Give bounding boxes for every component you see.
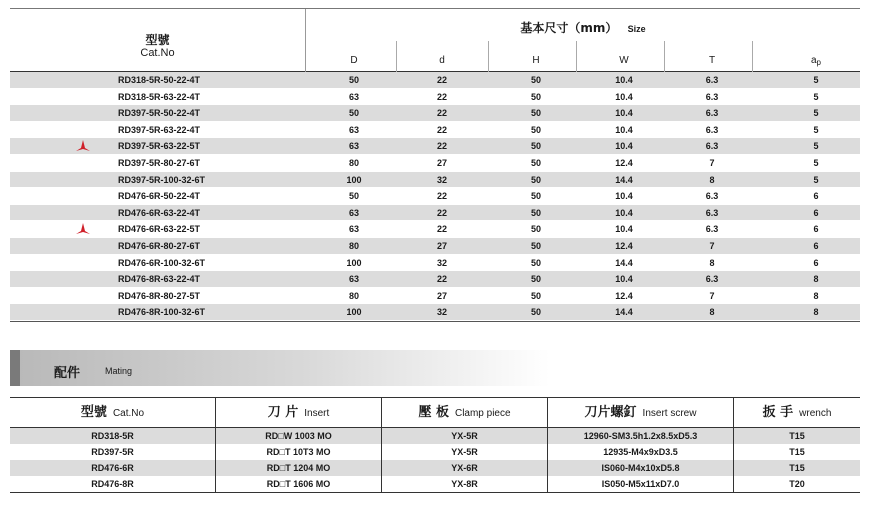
mating-cell-cat: RD476-8R [10,476,216,492]
cell-H: 50 [530,141,541,152]
cell-ap: 8 [813,274,819,285]
mating-cell-insert: RD□T 1204 MO [216,460,382,476]
mating-header-3 [548,398,734,427]
cell-T: 7 [709,290,715,301]
cell-D: 63 [348,274,359,285]
table-row [10,122,860,139]
mating-cell-cat: RD397-5R [10,444,216,460]
mating-cell-screw: 12960-SM3.5h1.2x8.5xD5.3 [548,428,734,444]
cell-H: 50 [530,191,541,202]
cat-no-cell: RD476-6R-63-22-5T [118,224,201,235]
mating-header-4 [734,398,860,427]
cell-T: 7 [709,157,715,168]
col-header-ap [786,55,846,67]
cell-D: 63 [348,91,359,102]
cell-W: 10.4 [615,191,633,202]
cell-W: 12.4 [615,290,633,301]
cell-d: 22 [436,91,447,102]
mating-table [10,397,860,493]
mating-cell-insert: RD□T 1606 MO [216,476,382,492]
cell-H: 50 [530,274,541,285]
cell-T: 6.3 [705,124,719,135]
cell-ap: 8 [813,290,819,301]
cell-T: 6.3 [705,108,719,119]
cat-no-cell: RD397-5R-63-22-5T [118,141,201,152]
column-divider [576,41,577,72]
table-row [10,288,860,305]
cell-d: 22 [436,108,447,119]
cell-D: 50 [348,75,359,85]
catno-header-en: Cat.No [140,47,175,59]
column-divider [488,41,489,72]
col-header-H: H [532,55,540,66]
cell-ap: 5 [813,157,819,168]
cell-d: 27 [436,290,447,301]
catno-header [10,9,306,72]
col-header-T: T [708,55,716,66]
cell-W: 14.4 [615,307,633,318]
cat-no-cell: RD397-5R-50-22-4T [118,108,201,119]
cell-T: 8 [709,257,715,268]
cell-H: 50 [530,240,541,251]
cell-D: 80 [348,157,359,168]
cell-H: 50 [530,257,541,268]
mating-header-en: Insert [304,408,330,419]
cell-d: 22 [436,224,447,235]
mating-cell-insert: RD□T 10T3 MO [216,444,382,460]
cell-ap: 5 [813,75,819,85]
mating-header-en: Insert screw [642,408,697,419]
cell-D: 100 [346,307,362,318]
cell-H: 50 [530,207,541,218]
cell-D: 63 [348,207,359,218]
catno-header-zh: 型號 [145,33,170,47]
column-divider [396,41,397,72]
cat-no-cell: RD318-5R-50-22-4T [118,75,201,85]
cell-ap: 5 [813,174,819,185]
mating-cell-clamp: YX-5R [382,444,548,460]
cell-T: 6.3 [705,75,719,85]
size-title-en: Size [627,24,646,34]
col-header-ap-main: a [810,55,817,66]
cat-no-cell: RD397-5R-80-27-6T [118,157,201,168]
cell-W: 10.4 [615,91,633,102]
table-row [10,221,860,238]
cell-D: 63 [348,141,359,152]
cell-T: 6.3 [705,191,719,202]
mating-header-en: Clamp piece [454,408,511,419]
mating-header-2 [382,398,548,427]
cell-D: 63 [348,124,359,135]
table-row [10,255,860,272]
cell-T: 6.3 [705,141,719,152]
column-divider [752,41,753,72]
size-table-body [10,72,860,322]
mating-header-zh: 刀片螺釘 [584,405,637,420]
mating-cell-cat: RD476-6R [10,460,216,476]
col-header-d: d [439,55,445,66]
mating-header-1 [216,398,382,427]
cell-d: 27 [436,157,447,168]
cell-W: 10.4 [615,224,633,235]
cell-T: 6.3 [705,224,719,235]
cell-d: 22 [436,141,447,152]
cell-H: 50 [530,157,541,168]
cat-no-cell: RD476-6R-100-32-6T [118,257,206,268]
cell-H: 50 [530,108,541,119]
table-row [10,155,860,172]
table-row [10,188,860,205]
cell-ap: 6 [813,191,819,202]
size-title [306,19,860,36]
mating-header-zh: 扳 手 [762,405,794,420]
mating-table-body [10,428,860,492]
mating-cell-wrench: T15 [789,447,805,457]
cell-H: 50 [530,224,541,235]
table-row [10,72,860,89]
col-header-D: D [350,55,358,66]
cell-H: 50 [530,290,541,301]
cell-H: 50 [530,124,541,135]
mating-cell-wrench: T20 [789,479,805,489]
table-row [10,304,860,321]
table-row [10,138,860,155]
mating-cell-clamp: YX-6R [382,460,548,476]
col-header-ap-sub: p [816,58,821,67]
cell-D: 80 [348,290,359,301]
cell-T: 8 [709,174,715,185]
column-divider [664,41,665,72]
cell-H: 50 [530,75,541,85]
cell-W: 10.4 [615,207,633,218]
mating-title-en: Mating [105,366,133,376]
mating-header-zh: 壓 板 [418,405,449,420]
cat-no-cell: RD476-6R-50-22-4T [118,191,201,202]
cell-W: 14.4 [615,257,633,268]
cell-W: 10.4 [615,75,633,85]
cell-T: 8 [709,307,715,318]
cat-no-cell: RD397-5R-100-32-6T [118,174,206,185]
table-row [10,205,860,222]
col-header-W: W [619,55,629,66]
cell-T: 6.3 [705,207,719,218]
cell-W: 10.4 [615,274,633,285]
cat-no-cell: RD476-8R-80-27-5T [118,290,201,301]
table-row [10,271,860,288]
mating-cell-screw: IS050-M5x11xD7.0 [548,476,734,492]
cat-no-cell: RD476-6R-63-22-4T [118,207,201,218]
cell-d: 22 [436,191,447,202]
table-row [10,89,860,106]
size-title-zh: 基本尺寸（mm） [520,21,618,35]
cell-W: 14.4 [615,174,633,185]
banner-tab [10,350,20,386]
mating-cell-clamp: YX-8R [382,476,548,492]
mating-header-en: Cat.No [112,408,145,419]
cell-W: 10.4 [615,108,633,119]
table-row [10,172,860,189]
cell-D: 63 [348,224,359,235]
cell-ap: 8 [813,307,819,318]
cell-ap: 5 [813,91,819,102]
cat-no-cell: RD476-8R-63-22-4T [118,274,201,285]
cell-H: 50 [530,174,541,185]
cell-d: 32 [436,174,447,185]
mating-cell-insert: RD□W 1003 MO [216,428,382,444]
cell-d: 22 [436,124,447,135]
cell-H: 50 [530,91,541,102]
cell-ap: 6 [813,207,819,218]
cell-W: 12.4 [615,240,633,251]
mating-cell-screw: 12935-M4x9xD3.5 [548,444,734,460]
cell-D: 50 [348,108,359,119]
cell-T: 6.3 [705,91,719,102]
cell-ap: 6 [813,257,819,268]
cell-D: 100 [346,174,362,185]
size-table-header [10,8,860,72]
cell-d: 22 [436,274,447,285]
cell-ap: 5 [813,141,819,152]
cell-ap: 6 [813,224,819,235]
mating-table-header [10,398,860,428]
cell-d: 22 [436,207,447,218]
table-row [10,460,860,476]
table-row [10,428,860,444]
cat-no-cell: RD476-8R-100-32-6T [118,307,206,318]
cell-D: 50 [348,191,359,202]
mating-cell-wrench: T15 [789,431,805,441]
table-row [10,476,860,492]
cell-D: 100 [346,257,362,268]
size-table [10,8,860,322]
cell-T: 7 [709,240,715,251]
cell-d: 22 [436,75,447,85]
cell-W: 10.4 [615,141,633,152]
mating-header-0 [10,398,216,427]
cell-d: 32 [436,307,447,318]
cell-D: 80 [348,240,359,251]
cell-ap: 5 [813,108,819,119]
table-row [10,444,860,460]
cell-H: 50 [530,307,541,318]
cell-T: 6.3 [705,274,719,285]
mating-header-zh: 刀 片 [267,405,299,420]
cat-no-cell: RD318-5R-63-22-4T [118,91,201,102]
mating-cell-cat: RD318-5R [10,428,216,444]
mating-title-zh: 配件 [54,366,81,381]
mating-cell-clamp: YX-5R [382,428,548,444]
mating-header-zh: 型號 [80,405,107,420]
cell-d: 32 [436,257,447,268]
cell-d: 27 [436,240,447,251]
table-row [10,105,860,122]
cell-W: 12.4 [615,157,633,168]
cell-ap: 5 [813,124,819,135]
mating-cell-screw: IS060-M4x10xD5.8 [548,460,734,476]
table-row [10,238,860,255]
mating-header-en: wrench [799,408,832,419]
cell-ap: 6 [813,240,819,251]
cat-no-cell: RD476-6R-80-27-6T [118,240,201,251]
cell-W: 10.4 [615,124,633,135]
mating-section-banner [10,350,550,386]
cat-no-cell: RD397-5R-63-22-4T [118,124,201,135]
mating-cell-wrench: T15 [789,463,805,473]
